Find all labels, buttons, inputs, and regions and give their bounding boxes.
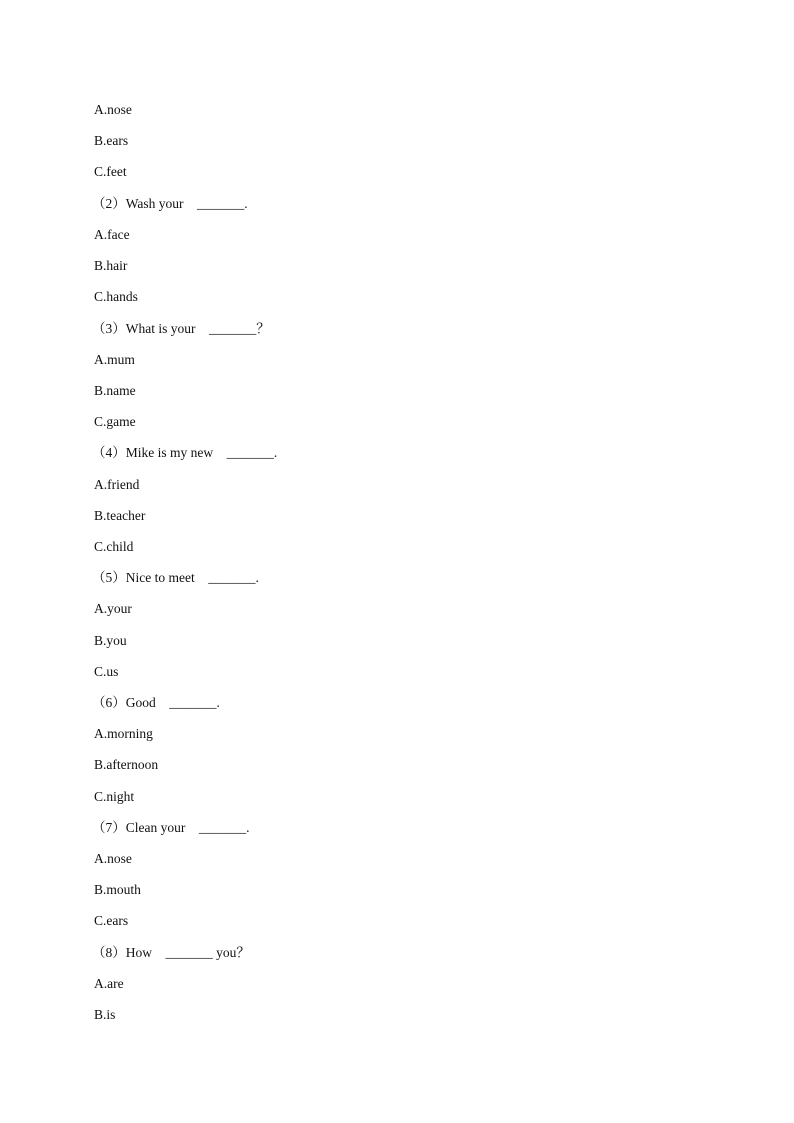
option-text: A.are (94, 976, 124, 991)
option-text: B.is (94, 1007, 116, 1022)
option-text: B.ears (94, 133, 129, 148)
option-text: C.night (94, 789, 135, 804)
option-text: B.teacher (94, 508, 146, 523)
option-text: A.nose (94, 851, 132, 866)
option-text: A.morning (94, 726, 153, 741)
question-text: （4）Mike is my new _______. (92, 445, 278, 460)
option-text: C.game (94, 414, 136, 429)
option-text: A.friend (94, 477, 140, 492)
option-text: C.child (94, 539, 134, 554)
option-text: B.name (94, 383, 136, 398)
question-text: （5）Nice to meet _______. (92, 570, 259, 585)
question-text: （6）Good _______. (92, 695, 220, 710)
option-text: A.nose (94, 102, 132, 117)
option-text: A.your (94, 601, 132, 616)
option-text: C.ears (94, 913, 129, 928)
option-text: B.you (94, 633, 127, 648)
option-text: C.us (94, 664, 119, 679)
option-text: B.afternoon (94, 757, 159, 772)
option-text: A.face (94, 227, 130, 242)
question-text: （8）How _______ you？ (92, 945, 250, 960)
question-text: （7）Clean your _______. (92, 820, 250, 835)
option-text: B.mouth (94, 882, 141, 897)
question-text: （3）What is your _______？ (92, 321, 270, 336)
option-text: C.hands (94, 289, 138, 304)
option-text: A.mum (94, 352, 135, 367)
option-text: C.feet (94, 164, 127, 179)
question-text: （2）Wash your _______. (92, 196, 248, 211)
option-text: B.hair (94, 258, 128, 273)
